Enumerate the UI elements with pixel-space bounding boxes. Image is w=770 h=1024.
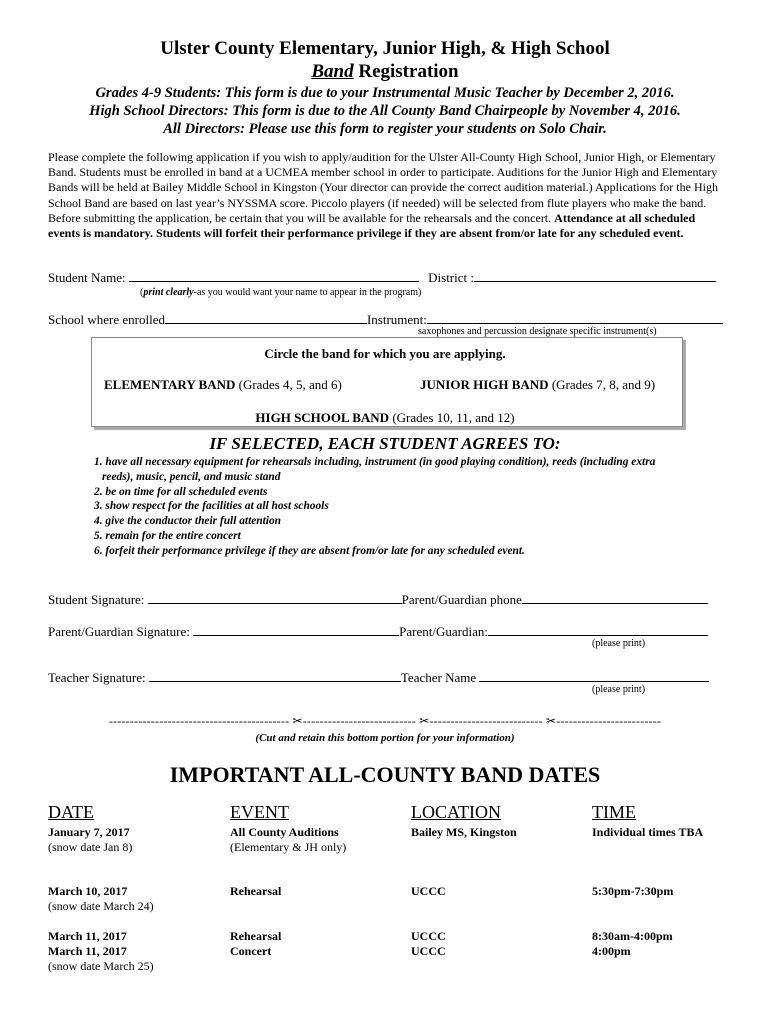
date-text: March 11, 2017 xyxy=(48,944,127,958)
district-label: District : xyxy=(428,270,474,285)
table-row-location xyxy=(411,929,446,959)
location-text: UCCC xyxy=(411,929,446,943)
event-text: Concert xyxy=(230,944,272,958)
student-name-field[interactable] xyxy=(129,268,419,282)
instrument-field[interactable] xyxy=(427,310,723,324)
agreement-item: 5. remain for the entire concert xyxy=(94,529,241,542)
district-field[interactable] xyxy=(474,268,716,282)
agreement-list xyxy=(94,455,734,559)
elementary-band-name: ELEMENTARY BAND xyxy=(104,377,236,392)
agreement-item: 3. show respect for the facilities at all host schools xyxy=(94,500,329,513)
cut-line: ------------------------------------------- ✂--------------------------- ✂--------------------------- ✂------------------------- xyxy=(108,714,662,728)
instrument-label: Instrument: xyxy=(366,312,427,327)
junior-band-grades: (Grades 7, 8, and 9) xyxy=(548,377,656,392)
elementary-band-option[interactable] xyxy=(104,377,342,393)
print-clearly-text: print clearly xyxy=(143,287,194,298)
snow-date-text: (snow date March 25) xyxy=(48,959,154,973)
location-text: UCCC xyxy=(411,944,446,958)
time-column-header: TIME xyxy=(592,802,636,822)
please-print-note: (please print) xyxy=(592,684,646,695)
band-word: Band xyxy=(311,61,354,82)
event-text: All County Auditions xyxy=(230,825,339,839)
high-school-band-option[interactable] xyxy=(0,410,770,426)
event-note-text: (Elementary & JH only) xyxy=(230,840,347,854)
form-title: Ulster County Elementary, Junior High, & High School xyxy=(160,38,610,59)
table-row-event xyxy=(230,825,346,855)
high-school-band-grades: (Grades 10, 11, and 12) xyxy=(389,410,515,425)
snow-date-text: (snow date Jan 8) xyxy=(48,840,133,854)
junior-band-option[interactable] xyxy=(420,377,655,393)
location-text: Bailey MS, Kingston xyxy=(411,825,517,839)
table-row-date xyxy=(48,825,132,855)
table-row-time xyxy=(592,884,673,899)
agreement-item: 2. be on time for all scheduled events xyxy=(94,485,268,498)
band-box-heading: Circle the band for which you are applying. xyxy=(264,346,506,361)
location-text: UCCC xyxy=(411,884,446,898)
parent-name-label: Parent/Guardian: xyxy=(399,624,488,639)
event-text: Rehearsal xyxy=(230,884,282,898)
elementary-band-grades: (Grades 4, 5, and 6) xyxy=(235,377,342,392)
student-name-row xyxy=(48,268,716,286)
teacher-name-field[interactable] xyxy=(479,668,709,682)
due-line-hs: High School Directors: This form is due to the All County Band Chairpeople by November 4, 2016. xyxy=(89,103,681,119)
intro-text: Please complete the following application if you wish to apply/audition for the Ulster All-County High School, Junior High, or Elementary Band. Students must be enrolled in band at a UCMEA member school in order to participate. Auditions for the Junior High and Elementary Bands will be held at Bailey Middle School in Kingston (Your director can provide the correct audition material.) Applications for the High School Band are based on last year’s NYSSMA score. Piccolo players (if needed) will be selected from flute players who make the band. Before submitting the application, be certain that you will be available for the rehearsals and the concert. xyxy=(48,150,718,225)
location-column-header: LOCATION xyxy=(411,802,501,822)
high-school-band-name: HIGH SCHOOL BAND xyxy=(255,410,390,425)
print-note-rest: -as you would want your name to appear in the program) xyxy=(193,287,422,298)
date-text: March 10, 2017 xyxy=(48,884,128,898)
parent-phone-label: Parent/Guardian phone xyxy=(401,592,522,607)
registration-word: Registration xyxy=(353,61,459,82)
table-row-location xyxy=(411,884,446,899)
teacher-name-label: Teacher Name xyxy=(400,670,480,685)
student-name-label: Student Name: xyxy=(48,270,129,285)
junior-band-name: JUNIOR HIGH BAND xyxy=(420,377,549,392)
table-row-event xyxy=(230,929,281,959)
agreement-item: 4. give the conductor their full attention xyxy=(94,515,282,528)
table-row-date xyxy=(48,884,154,914)
agreement-item: 1. have all necessary equipment for rehearsals including, instrument (in good playing condition), reeds (including extra xyxy=(94,456,656,468)
instrument-note: saxophones and percussion designate specific instrument(s) xyxy=(418,326,657,337)
time-text: 8:30am-4:00pm xyxy=(592,929,673,943)
cut-note: (Cut and retain this bottom portion for your information) xyxy=(255,732,515,744)
form-subtitle xyxy=(0,61,770,83)
agreement-item: reeds), music, pencil, and music stand xyxy=(102,470,281,483)
due-line-directors: All Directors: Please use this form to register your students on Solo Chair. xyxy=(163,121,607,137)
table-row-date xyxy=(48,929,154,974)
date-text: January 7, 2017 xyxy=(48,825,130,839)
table-row-event xyxy=(230,884,281,899)
table-row-location xyxy=(411,825,517,840)
please-print-note: (please print) xyxy=(592,638,646,649)
parent-signature-label: Parent/Guardian Signature: xyxy=(48,624,194,639)
event-column-header: EVENT xyxy=(230,802,289,822)
agreement-title: IF SELECTED, EACH STUDENT AGREES TO: xyxy=(209,434,561,453)
teacher-signature-label: Teacher Signature: xyxy=(48,670,149,685)
snow-date-text: (snow date March 24) xyxy=(48,899,154,913)
dates-title: IMPORTANT ALL-COUNTY BAND DATES xyxy=(169,762,601,787)
table-row-time xyxy=(592,929,673,959)
parent-signature-field[interactable] xyxy=(193,622,399,636)
time-text: 5:30pm-7:30pm xyxy=(592,884,674,898)
student-signature-field[interactable] xyxy=(148,590,402,604)
parent-name-field[interactable] xyxy=(488,622,708,636)
student-signature-row xyxy=(48,590,708,608)
school-field[interactable] xyxy=(165,310,367,324)
student-signature-label: Student Signature: xyxy=(48,592,148,607)
date-column-header: DATE xyxy=(48,802,94,822)
time-text: Individual times TBA xyxy=(592,825,704,839)
intro-bold-text: Attendance at all scheduled events is mandatory. Students will forfeit their performance privilege if they are absent from/or late for any scheduled event. xyxy=(48,210,696,241)
event-text: Rehearsal xyxy=(230,929,282,943)
print-clearly-note xyxy=(140,287,421,298)
teacher-signature-field[interactable] xyxy=(149,668,401,682)
school-label: School where enrolled xyxy=(48,312,165,327)
date-text: March 11, 2017 xyxy=(48,929,127,943)
time-text: 4:00pm xyxy=(592,944,631,958)
due-line-grades: Grades 4-9 Students: This form is due to your Instrumental Music Teacher by December 2, 2016. xyxy=(95,85,675,101)
intro-paragraph xyxy=(48,150,728,241)
print-note-open: ( xyxy=(140,287,144,298)
agreement-item: 6. forfeit their performance privilege if they are absent from/or late for any scheduled event. xyxy=(94,544,525,557)
table-row-time xyxy=(592,825,703,840)
parent-phone-field[interactable] xyxy=(522,590,708,604)
